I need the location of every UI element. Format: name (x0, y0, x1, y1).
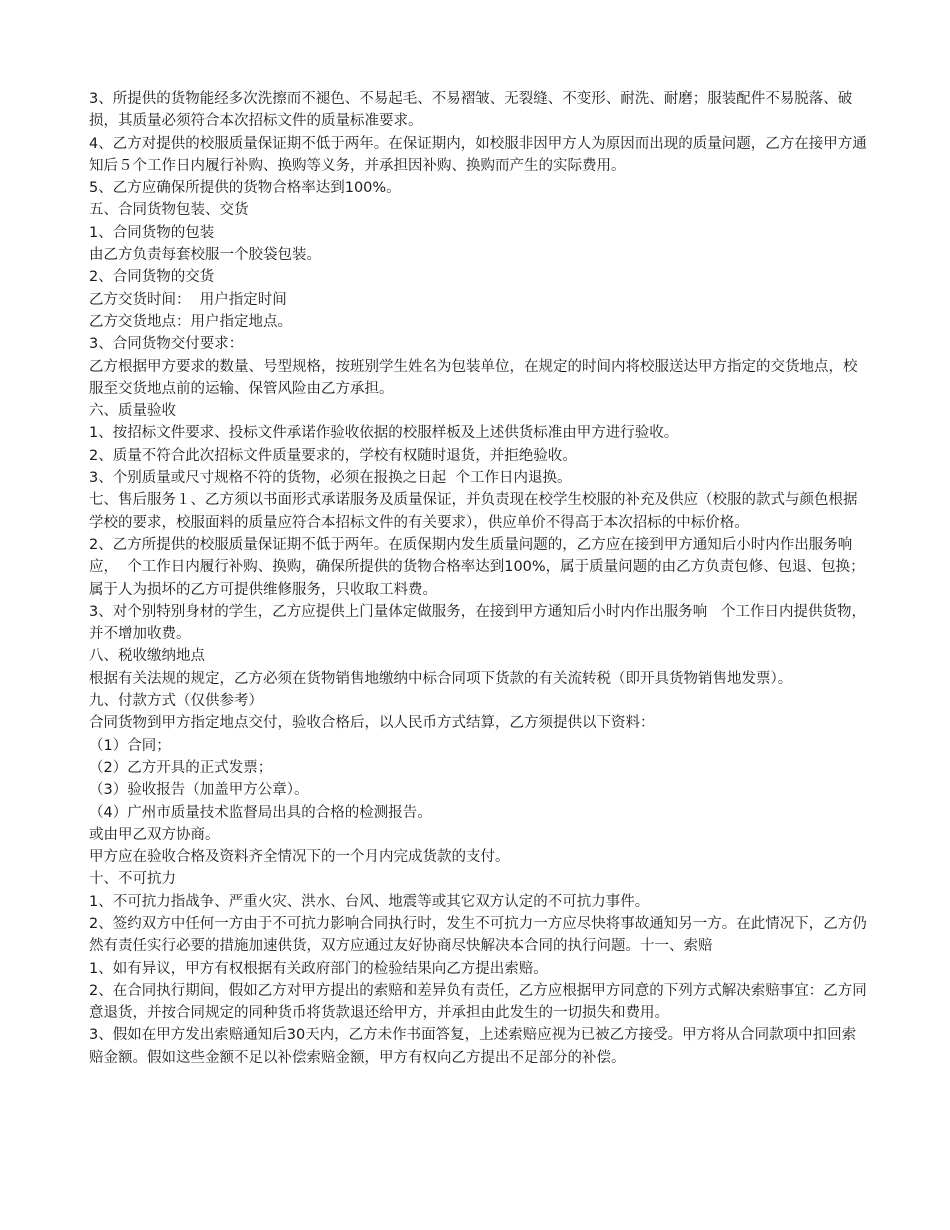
list-item-invoice: （2）乙方开具的正式发票； (89, 759, 273, 776)
paragraph-claims-settlement: 2、在合同执行期间，假如乙方对甲方提出的索赔和差异负有责任，乙方应根据甲方同意的下列方式解决索赔事宜：乙方同意退货，并按合同规定的同种货币将货款退还给甲方，并承担由此发生的一切损失和费用。 (89, 982, 867, 1022)
section-heading-tax: 八、税收缴纳地点 (89, 648, 205, 665)
section-heading-packaging-delivery: 五、合同货物包装、交货 (89, 202, 249, 219)
paragraph-delivery-place: 乙方交货地点：用户指定地点。 (89, 313, 292, 330)
subheading-delivery: 2、合同货物的交货 (89, 269, 215, 286)
list-item-contract: （1）合同； (89, 737, 171, 754)
paragraph-claims-objection: 1、如有异议，甲方有权根据有关政府部门的检验结果向乙方提出索赔。 (89, 960, 548, 977)
paragraph-quality-durability: 3、所提供的货物能经多次洗擦而不褪色、不易起毛、不易褶皱、无裂缝、不变形、耐洗、耐磨；服装配件不易脱落、破损，其质量必须符合本次招标文件的质量标准要求。 (89, 91, 853, 130)
section-heading-quality-acceptance: 六、质量验收 (89, 403, 176, 420)
paragraph-force-majeure-notice: 2、签约双方中任何一方由于不可抗力影响合同执行时，发生不可抗力一方应尽快将事故通知另一方。在此情况下，乙方仍然有责任实行必要的措施加速供货，双方应通过友好协商尽快解决本合同的执行问题。十一、索赔 (89, 915, 867, 955)
section-heading-force-majeure: 十、不可抗力 (89, 871, 176, 888)
paragraph-tax: 根据有关法规的规定，乙方必须在货物销售地缴纳中标合同项下货款的有关流转税（即开具货物销售地发票）。 (89, 670, 793, 687)
paragraph-payment-intro: 合同货物到甲方指定地点交付，验收合格后，以人民币方式结算，乙方须提供以下资料： (89, 715, 655, 732)
paragraph-after-sales-warranty: 2、乙方所提供的校服质量保证期不低于两年。在质保期内发生质量问题的，乙方应在接到甲方通知后小时内作出服务响应， 个工作日内履行补购、换购，确保所提供的货物合格率达到100%，属于质量问题的由乙方负责包修、包退、包换；属于人为损坏的乙方可提供维修服务，只收取工料费。 (89, 536, 865, 598)
subheading-delivery-requirements: 3、合同货物交付要求： (89, 336, 244, 353)
paragraph-claims-deadline: 3、假如在甲方发出索赔通知后30天内，乙方未作书面答复，上述索赔应视为已被乙方接受。甲方将从合同款项中扣回索赔金额。假如这些金额不足以补偿索赔金额，甲方有权向乙方提出不足部分的补偿。 (89, 1027, 857, 1066)
paragraph-acceptance-basis: 1、按招标文件要求、投标文件承诺作验收依据的校服样板及上述供货标准由甲方进行验收。 (89, 425, 679, 442)
list-item-acceptance-report: （3）验收报告（加盖甲方公章）。 (89, 782, 309, 799)
paragraph-acceptance-reject: 2、质量不符合此次招标文件质量要求的，学校有权随时退货，并拒绝验收。 (89, 447, 577, 464)
paragraph-warranty-period: 4、乙方对提供的校服质量保证期不低于两年。在保证期内，如校服非因甲方人为原因而出现的质量问题，乙方在接甲方通知后５个工作日内履行补购、换购等义务，并承担因补购、换购而产生的实际费用。 (89, 135, 867, 174)
paragraph-after-sales-custom: 3、对个别特别身材的学生，乙方应提供上门量体定做服务，在接到甲方通知后小时内作出服务响 个工作日内提供货物，并不增加收费。 (89, 603, 867, 643)
paragraph-payment-deadline: 甲方应在验收合格及资料齐全情况下的一个月内完成货款的支付。 (89, 849, 510, 866)
paragraph-delivery-time: 乙方交货时间： 用户指定时间 (89, 291, 287, 308)
paragraph-payment-negotiation: 或由甲乙双方协商。 (89, 826, 220, 843)
subheading-packaging: 1、合同货物的包装 (89, 224, 215, 241)
document-body (89, 88, 869, 1069)
paragraph-pass-rate: 5、乙方应确保所提供的货物合格率达到100%。 (89, 180, 401, 197)
paragraph-packaging: 由乙方负责每套校服一个胶袋包装。 (89, 247, 321, 264)
paragraph-force-majeure-definition: 1、不可抗力指战争、严重火灾、洪水、台风、地震等或其它双方认定的不可抗力事件。 (89, 893, 650, 910)
paragraph-acceptance-exchange: 3、个别质量或尺寸规格不符的货物，必须在报换之日起 个工作日内退换。 (89, 470, 572, 487)
section-heading-payment: 九、付款方式（仅供参考） (89, 693, 263, 710)
list-item-test-report: （4）广州市质量技术监督局出具的合格的检测报告。 (89, 804, 432, 821)
section-heading-after-sales: 七、售后服务１、乙方须以书面形式承诺服务及质量保证，并负责现在校学生校服的补充及供应（校服的款式与颜色根据学校的要求，校服面料的质量应符合本招标文件的有关要求），供应单价不得高于本次招标的中标价格。 (89, 492, 858, 531)
paragraph-delivery-requirements: 乙方根据甲方要求的数量、号型规格，按班别学生姓名为包装单位，在规定的时间内将校服送达甲方指定的交货地点，校服至交货地点前的运输、保管风险由乙方承担。 (89, 358, 858, 397)
